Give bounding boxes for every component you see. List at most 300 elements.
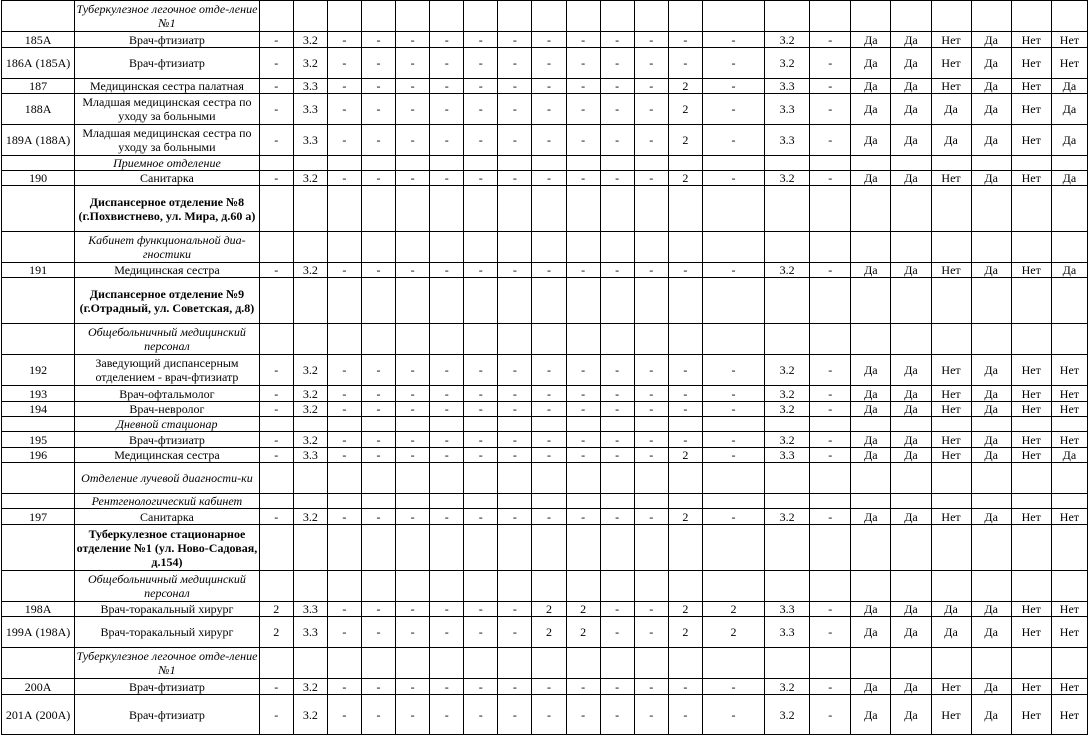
section-row: [2, 463, 1088, 494]
value-cell: -: [327, 48, 361, 79]
value-cell: [810, 571, 851, 602]
value-cell: [891, 278, 931, 324]
value-cell: -: [361, 617, 395, 648]
value-cell: 3.2: [293, 355, 327, 386]
value-cell: -: [566, 79, 600, 94]
value-cell: [851, 417, 891, 432]
value-cell: -: [600, 679, 634, 695]
value-cell: -: [430, 48, 464, 79]
value-cell: [634, 417, 668, 432]
value-cell: [971, 324, 1011, 355]
value-cell: [293, 494, 327, 509]
value-cell: -: [702, 509, 764, 525]
value-cell: 2: [668, 509, 702, 525]
value-cell: [464, 463, 498, 494]
value-cell: Да: [891, 32, 931, 48]
table-row: [2, 48, 1088, 79]
value-cell: [931, 278, 971, 324]
value-cell: -: [668, 695, 702, 735]
table-row: [2, 602, 1088, 617]
value-cell: [600, 463, 634, 494]
value-cell: -: [532, 695, 566, 735]
value-cell: [810, 1, 851, 32]
value-cell: -: [498, 94, 532, 125]
row-number-cell: [2, 571, 75, 602]
value-cell: [891, 525, 931, 571]
value-cell: [396, 1, 430, 32]
value-cell: [634, 494, 668, 509]
value-cell: -: [702, 679, 764, 695]
value-cell: [931, 571, 971, 602]
value-cell: [931, 525, 971, 571]
value-cell: -: [430, 617, 464, 648]
value-cell: -: [498, 602, 532, 617]
value-cell: [1011, 525, 1051, 571]
value-cell: [765, 525, 810, 571]
value-cell: -: [532, 432, 566, 448]
value-cell: -: [498, 432, 532, 448]
value-cell: -: [396, 679, 430, 695]
value-cell: -: [810, 125, 851, 156]
value-cell: [634, 324, 668, 355]
value-cell: [891, 156, 931, 171]
value-cell: Нет: [931, 355, 971, 386]
value-cell: Да: [891, 355, 931, 386]
value-cell: [668, 186, 702, 232]
section-row: [2, 324, 1088, 355]
value-cell: -: [600, 263, 634, 278]
row-number-cell: 191: [2, 263, 75, 278]
value-cell: -: [327, 386, 361, 402]
value-cell: -: [464, 402, 498, 417]
value-cell: -: [566, 386, 600, 402]
value-cell: [668, 494, 702, 509]
value-cell: [851, 525, 891, 571]
value-cell: [566, 156, 600, 171]
value-cell: -: [810, 509, 851, 525]
value-cell: -: [396, 602, 430, 617]
value-cell: Нет: [1011, 48, 1051, 79]
value-cell: [498, 463, 532, 494]
value-cell: [810, 648, 851, 679]
section-row: [2, 156, 1088, 171]
value-cell: [1051, 278, 1087, 324]
value-cell: [259, 417, 293, 432]
value-cell: 3.2: [293, 32, 327, 48]
value-cell: -: [464, 263, 498, 278]
value-cell: Нет: [1011, 695, 1051, 735]
value-cell: [327, 156, 361, 171]
value-cell: [810, 156, 851, 171]
value-cell: [765, 494, 810, 509]
value-cell: Да: [1051, 263, 1087, 278]
value-cell: Да: [891, 432, 931, 448]
value-cell: [1051, 186, 1087, 232]
value-cell: [361, 278, 395, 324]
value-cell: -: [600, 171, 634, 186]
value-cell: -: [327, 171, 361, 186]
value-cell: -: [259, 79, 293, 94]
value-cell: 3.3: [765, 617, 810, 648]
value-cell: Да: [891, 617, 931, 648]
row-number-cell: [2, 156, 75, 171]
value-cell: -: [327, 125, 361, 156]
value-cell: [566, 186, 600, 232]
value-cell: Да: [851, 125, 891, 156]
row-number-cell: 201А (200А): [2, 695, 75, 735]
value-cell: Нет: [1011, 355, 1051, 386]
value-cell: -: [702, 355, 764, 386]
value-cell: -: [498, 263, 532, 278]
value-cell: [1011, 324, 1051, 355]
position-name-cell: Врач-фтизиатр: [75, 32, 260, 48]
value-cell: Да: [971, 509, 1011, 525]
value-cell: 3.3: [293, 602, 327, 617]
value-cell: -: [327, 32, 361, 48]
value-cell: -: [396, 402, 430, 417]
value-cell: Нет: [1051, 695, 1087, 735]
value-cell: Нет: [931, 432, 971, 448]
value-cell: Нет: [1051, 509, 1087, 525]
row-number-cell: 186А (185А): [2, 48, 75, 79]
value-cell: [430, 648, 464, 679]
value-cell: [259, 494, 293, 509]
value-cell: [566, 417, 600, 432]
value-cell: [851, 648, 891, 679]
value-cell: Да: [1051, 448, 1087, 463]
value-cell: -: [702, 448, 764, 463]
value-cell: -: [532, 125, 566, 156]
value-cell: [765, 417, 810, 432]
value-cell: [668, 417, 702, 432]
value-cell: [600, 156, 634, 171]
value-cell: Да: [931, 617, 971, 648]
value-cell: -: [634, 386, 668, 402]
value-cell: [327, 278, 361, 324]
table-row: [2, 617, 1088, 648]
value-cell: 3.2: [765, 386, 810, 402]
value-cell: Нет: [1011, 32, 1051, 48]
value-cell: -: [532, 386, 566, 402]
value-cell: -: [634, 263, 668, 278]
value-cell: [327, 232, 361, 263]
value-cell: [851, 571, 891, 602]
value-cell: 3.2: [293, 263, 327, 278]
value-cell: [532, 324, 566, 355]
table-row: [2, 432, 1088, 448]
subsection-heading: Общебольничный медицинский персонал: [75, 571, 260, 602]
value-cell: 2: [259, 617, 293, 648]
value-cell: 2: [668, 617, 702, 648]
value-cell: -: [259, 402, 293, 417]
value-cell: -: [668, 679, 702, 695]
value-cell: [259, 324, 293, 355]
value-cell: -: [396, 432, 430, 448]
row-number-cell: [2, 417, 75, 432]
value-cell: -: [430, 509, 464, 525]
position-name-cell: Санитарка: [75, 509, 260, 525]
value-cell: [532, 186, 566, 232]
row-number-cell: [2, 648, 75, 679]
value-cell: -: [566, 263, 600, 278]
value-cell: [327, 648, 361, 679]
value-cell: -: [361, 448, 395, 463]
value-cell: Да: [891, 448, 931, 463]
row-number-cell: [2, 232, 75, 263]
value-cell: -: [259, 94, 293, 125]
value-cell: -: [532, 679, 566, 695]
value-cell: 3.2: [765, 402, 810, 417]
value-cell: -: [810, 94, 851, 125]
value-cell: [971, 156, 1011, 171]
value-cell: -: [396, 386, 430, 402]
value-cell: [931, 186, 971, 232]
value-cell: Да: [891, 94, 931, 125]
value-cell: [293, 186, 327, 232]
value-cell: -: [810, 695, 851, 735]
value-cell: [498, 417, 532, 432]
value-cell: 3.3: [293, 79, 327, 94]
value-cell: -: [566, 402, 600, 417]
value-cell: Нет: [931, 402, 971, 417]
value-cell: [971, 417, 1011, 432]
value-cell: Да: [891, 171, 931, 186]
value-cell: Нет: [1011, 617, 1051, 648]
value-cell: -: [702, 48, 764, 79]
subsection-heading: Общебольничный медицинский персонал: [75, 324, 260, 355]
value-cell: [851, 494, 891, 509]
value-cell: [396, 417, 430, 432]
department-heading: Диспансерное отделение №9 (г.Отрадный, ул. Советская, д.8): [75, 278, 260, 324]
value-cell: -: [327, 355, 361, 386]
row-number-cell: 188А: [2, 94, 75, 125]
value-cell: [810, 186, 851, 232]
value-cell: -: [464, 448, 498, 463]
value-cell: Нет: [1011, 448, 1051, 463]
value-cell: 3.3: [293, 448, 327, 463]
value-cell: -: [668, 48, 702, 79]
value-cell: -: [464, 171, 498, 186]
value-cell: -: [430, 32, 464, 48]
value-cell: -: [810, 448, 851, 463]
value-cell: [327, 417, 361, 432]
value-cell: [810, 463, 851, 494]
value-cell: [765, 324, 810, 355]
value-cell: -: [498, 171, 532, 186]
value-cell: [566, 1, 600, 32]
value-cell: Нет: [1011, 402, 1051, 417]
value-cell: -: [600, 32, 634, 48]
value-cell: -: [430, 79, 464, 94]
value-cell: [600, 324, 634, 355]
value-cell: -: [430, 263, 464, 278]
row-number-cell: 193: [2, 386, 75, 402]
value-cell: Нет: [931, 679, 971, 695]
value-cell: [765, 278, 810, 324]
value-cell: [634, 186, 668, 232]
value-cell: 3.3: [765, 602, 810, 617]
value-cell: -: [634, 32, 668, 48]
value-cell: -: [634, 695, 668, 735]
value-cell: [430, 463, 464, 494]
value-cell: -: [327, 602, 361, 617]
value-cell: -: [327, 263, 361, 278]
value-cell: Нет: [931, 32, 971, 48]
value-cell: [361, 1, 395, 32]
value-cell: [532, 463, 566, 494]
value-cell: [600, 648, 634, 679]
value-cell: -: [634, 125, 668, 156]
value-cell: -: [532, 355, 566, 386]
value-cell: [1051, 156, 1087, 171]
value-cell: -: [464, 695, 498, 735]
value-cell: Нет: [1051, 48, 1087, 79]
position-name-cell: Медицинская сестра палатная: [75, 79, 260, 94]
value-cell: -: [361, 48, 395, 79]
value-cell: [396, 494, 430, 509]
value-cell: -: [327, 617, 361, 648]
value-cell: -: [702, 79, 764, 94]
value-cell: 2: [668, 448, 702, 463]
value-cell: [668, 648, 702, 679]
value-cell: -: [600, 94, 634, 125]
value-cell: Нет: [1051, 617, 1087, 648]
value-cell: -: [532, 94, 566, 125]
section-row: [2, 494, 1088, 509]
value-cell: Нет: [1011, 509, 1051, 525]
value-cell: [931, 324, 971, 355]
value-cell: Да: [891, 48, 931, 79]
value-cell: -: [702, 94, 764, 125]
value-cell: [600, 417, 634, 432]
value-cell: [566, 648, 600, 679]
value-cell: [464, 494, 498, 509]
value-cell: [971, 278, 1011, 324]
table-body: [2, 1, 1088, 735]
value-cell: -: [498, 509, 532, 525]
value-cell: -: [498, 617, 532, 648]
value-cell: [634, 525, 668, 571]
value-cell: [532, 232, 566, 263]
value-cell: Да: [1051, 125, 1087, 156]
value-cell: -: [327, 94, 361, 125]
value-cell: Да: [851, 602, 891, 617]
table-row: [2, 171, 1088, 186]
value-cell: [931, 648, 971, 679]
value-cell: [293, 648, 327, 679]
value-cell: [498, 494, 532, 509]
value-cell: -: [430, 355, 464, 386]
value-cell: Да: [851, 171, 891, 186]
row-number-cell: 192: [2, 355, 75, 386]
value-cell: [327, 463, 361, 494]
value-cell: -: [810, 386, 851, 402]
value-cell: [810, 324, 851, 355]
value-cell: -: [259, 432, 293, 448]
table-row: [2, 402, 1088, 417]
value-cell: [765, 463, 810, 494]
value-cell: [566, 494, 600, 509]
value-cell: -: [566, 125, 600, 156]
value-cell: -: [464, 125, 498, 156]
value-cell: Да: [891, 79, 931, 94]
value-cell: [1051, 417, 1087, 432]
value-cell: Да: [891, 263, 931, 278]
value-cell: [430, 525, 464, 571]
value-cell: 3.2: [293, 171, 327, 186]
position-name-cell: Врач-невролог: [75, 402, 260, 417]
value-cell: [600, 1, 634, 32]
value-cell: Да: [851, 48, 891, 79]
value-cell: Нет: [1051, 32, 1087, 48]
value-cell: [532, 571, 566, 602]
value-cell: [931, 463, 971, 494]
value-cell: [498, 1, 532, 32]
value-cell: [430, 494, 464, 509]
value-cell: [1051, 324, 1087, 355]
value-cell: [851, 186, 891, 232]
value-cell: -: [634, 402, 668, 417]
value-cell: [498, 525, 532, 571]
value-cell: -: [634, 448, 668, 463]
value-cell: [361, 525, 395, 571]
value-cell: [464, 278, 498, 324]
value-cell: Нет: [1011, 125, 1051, 156]
value-cell: [464, 186, 498, 232]
value-cell: 3.2: [293, 695, 327, 735]
value-cell: 3.3: [293, 125, 327, 156]
value-cell: [293, 463, 327, 494]
value-cell: -: [702, 695, 764, 735]
value-cell: -: [498, 679, 532, 695]
value-cell: -: [361, 695, 395, 735]
value-cell: [891, 463, 931, 494]
value-cell: -: [464, 602, 498, 617]
value-cell: 3.2: [765, 263, 810, 278]
value-cell: -: [600, 602, 634, 617]
value-cell: [1051, 648, 1087, 679]
value-cell: [464, 156, 498, 171]
value-cell: Да: [891, 386, 931, 402]
value-cell: [259, 463, 293, 494]
value-cell: -: [430, 679, 464, 695]
value-cell: [765, 1, 810, 32]
value-cell: 3.2: [293, 432, 327, 448]
value-cell: 3.2: [293, 679, 327, 695]
value-cell: [702, 494, 764, 509]
value-cell: -: [259, 125, 293, 156]
value-cell: [765, 571, 810, 602]
value-cell: -: [532, 171, 566, 186]
subsection-heading: Туберкулезное легочное отде-ление №1: [76, 2, 258, 30]
value-cell: 3.3: [293, 94, 327, 125]
position-name-cell: Врач-фтизиатр: [75, 432, 260, 448]
value-cell: Да: [851, 79, 891, 94]
value-cell: Да: [931, 94, 971, 125]
value-cell: Нет: [931, 48, 971, 79]
value-cell: [851, 463, 891, 494]
row-number-cell: 196: [2, 448, 75, 463]
value-cell: -: [634, 79, 668, 94]
value-cell: -: [634, 48, 668, 79]
value-cell: [361, 186, 395, 232]
subsection-heading: Дневной стационар: [75, 417, 260, 432]
value-cell: Нет: [1011, 679, 1051, 695]
value-cell: [971, 494, 1011, 509]
value-cell: [1011, 278, 1051, 324]
value-cell: [891, 494, 931, 509]
value-cell: Нет: [1051, 679, 1087, 695]
